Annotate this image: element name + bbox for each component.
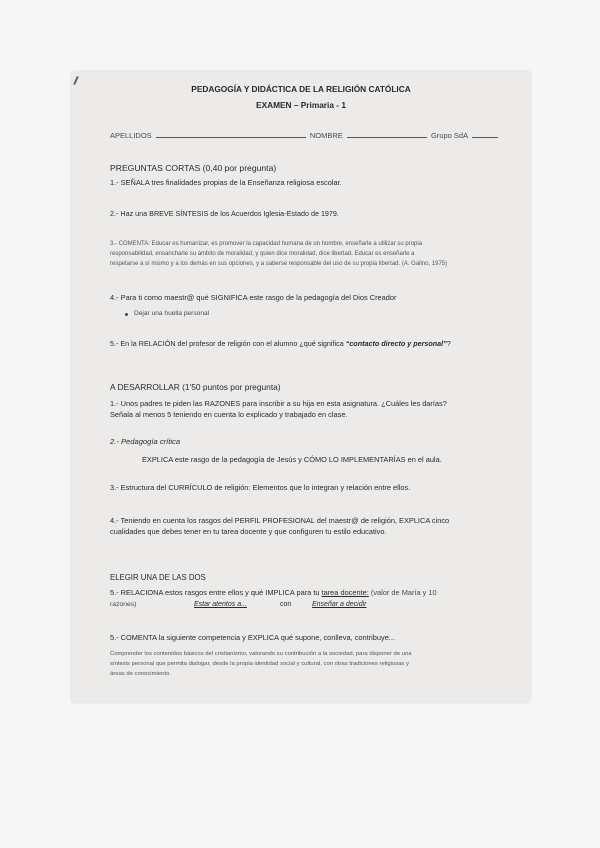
choice-question-5-line-2: [110, 600, 136, 610]
student-fields-row: [110, 131, 500, 141]
short-questions-heading: PREGUNTAS CORTAS (0,40 por pregunta): [110, 163, 277, 173]
develop-heading: A DESARROLLAR (1'50 puntos por pregunta): [110, 382, 281, 392]
choice-question-5-item-a: Estar atentos a...: [194, 601, 247, 608]
choice-question-5-line2-start: razones): [110, 601, 137, 608]
choice-question-5-prefix: 5.- RELACIONA estos rasgos entre ellos y qué IMPLICA para tu: [110, 588, 322, 597]
choice-question-6: 5.- COMENTA la siguiente competencia y EXPLICA qué supone, conlleva, contribuye...: [110, 633, 395, 642]
short-question-2: 2.- Haz una BREVE SÍNTESIS de los Acuerdos Iglesia-Estado de 1979.: [110, 209, 339, 218]
name-blank[interactable]: [347, 136, 427, 138]
choice-question-5-task: tarea docente:: [321, 588, 369, 597]
surnames-blank[interactable]: [156, 136, 306, 138]
short-question-3-line-1: 3.- COMENTA: Educar es humanizar, es promover la capacidad humana de un hombre, enseñarle a utilizar su propia: [110, 241, 423, 247]
short-question-5-prefix: 5.- En la RELACIÓN del profesor de religión con el alumno ¿qué significa: [110, 339, 346, 348]
develop-question-4-line-2: cualidades que debes tener en tu tarea docente y que configuren tu estilo educativo.: [110, 527, 387, 536]
exam-subtitle: EXAMEN – Primaria - 1: [256, 100, 346, 110]
exam-sheet: [72, 72, 530, 702]
choice-heading: ELEGIR UNA DE LAS DOS: [110, 573, 206, 582]
bullet-dot: [125, 313, 128, 316]
short-question-5-suffix: ?: [446, 339, 451, 348]
develop-question-2-body: EXPLICA este rasgo de la pedagogía de Jesús y CÓMO LO IMPLEMENTARÍAS en el aula.: [142, 455, 442, 464]
name-label: NOMBRE: [309, 131, 343, 140]
short-question-5-quote: “contacto directo y personal”: [345, 339, 447, 348]
choice-question-5-line-1: [110, 588, 437, 598]
choice-question-5-suffix: (valor de María y 10: [368, 588, 437, 597]
short-question-4: 4.- Para ti como maestr@ qué SIGNIFICA este rasgo de la pedagogía del Dios Creador: [110, 293, 397, 302]
choice-question-6-line-3: áreas de conocimiento.: [110, 671, 171, 677]
surnames-label: APELLIDOS: [110, 131, 152, 140]
develop-question-2-label: 2.- Pedagogía crítica: [110, 437, 181, 446]
group-blank[interactable]: [472, 136, 498, 138]
choice-question-6-line-1: Comprender los contenidos básicos del cristianismo, valorando su contribución a la sociedad, para disponer de una: [110, 651, 412, 657]
short-question-1: 1.- SEÑALA tres finalidades propias de la Enseñanza religiosa escolar.: [110, 178, 342, 187]
choice-question-5-connector: con: [280, 601, 292, 608]
exam-title: PEDAGOGÍA Y DIDÁCTICA DE LA RELIGIÓN CATÓLICA: [191, 84, 411, 94]
develop-question-1-line-1: 1.- Unos padres te piden las RAZONES para inscribir a su hija en esta asignatura. ¿Cuáles les darías?: [110, 399, 447, 408]
short-question-3-line-2: responsabilidad, ensancharle su ámbito de moralidad, y quien dice moralidad, dice libertad. Educar es enseñarle a: [110, 251, 415, 257]
develop-question-3: 3.- Estructura del CURRÍCULO de religión: Elementos que lo integran y relación entre ellos.: [110, 483, 411, 492]
short-question-3-line-3: respetarse a sí mismo y a los demás en sus opciones, y a saberse responsable del uso de su propia libertad. (A. Galino, 1975): [110, 261, 448, 267]
short-question-5: [110, 339, 451, 349]
develop-question-1-line-2: Señala al menos 5 teniendo en cuenta lo explicado y trabajado en clase.: [110, 410, 348, 419]
choice-question-6-line-2: síntesis personal que permita dialogar, desde la propia identidad social y cultural, con otras tradiciones religiosas y: [110, 661, 409, 667]
develop-question-4-line-1: 4.- Teniendo en cuenta los rasgos del PERFIL PROFESIONAL del maestr@ de religión, EXPLICA cinco: [110, 516, 450, 525]
short-question-4-bullet: Dejar una huella personal: [134, 310, 210, 317]
group-label: Grupo SdA: [430, 131, 468, 140]
choice-question-5-item-b: Enseñar a decidir: [312, 601, 367, 608]
